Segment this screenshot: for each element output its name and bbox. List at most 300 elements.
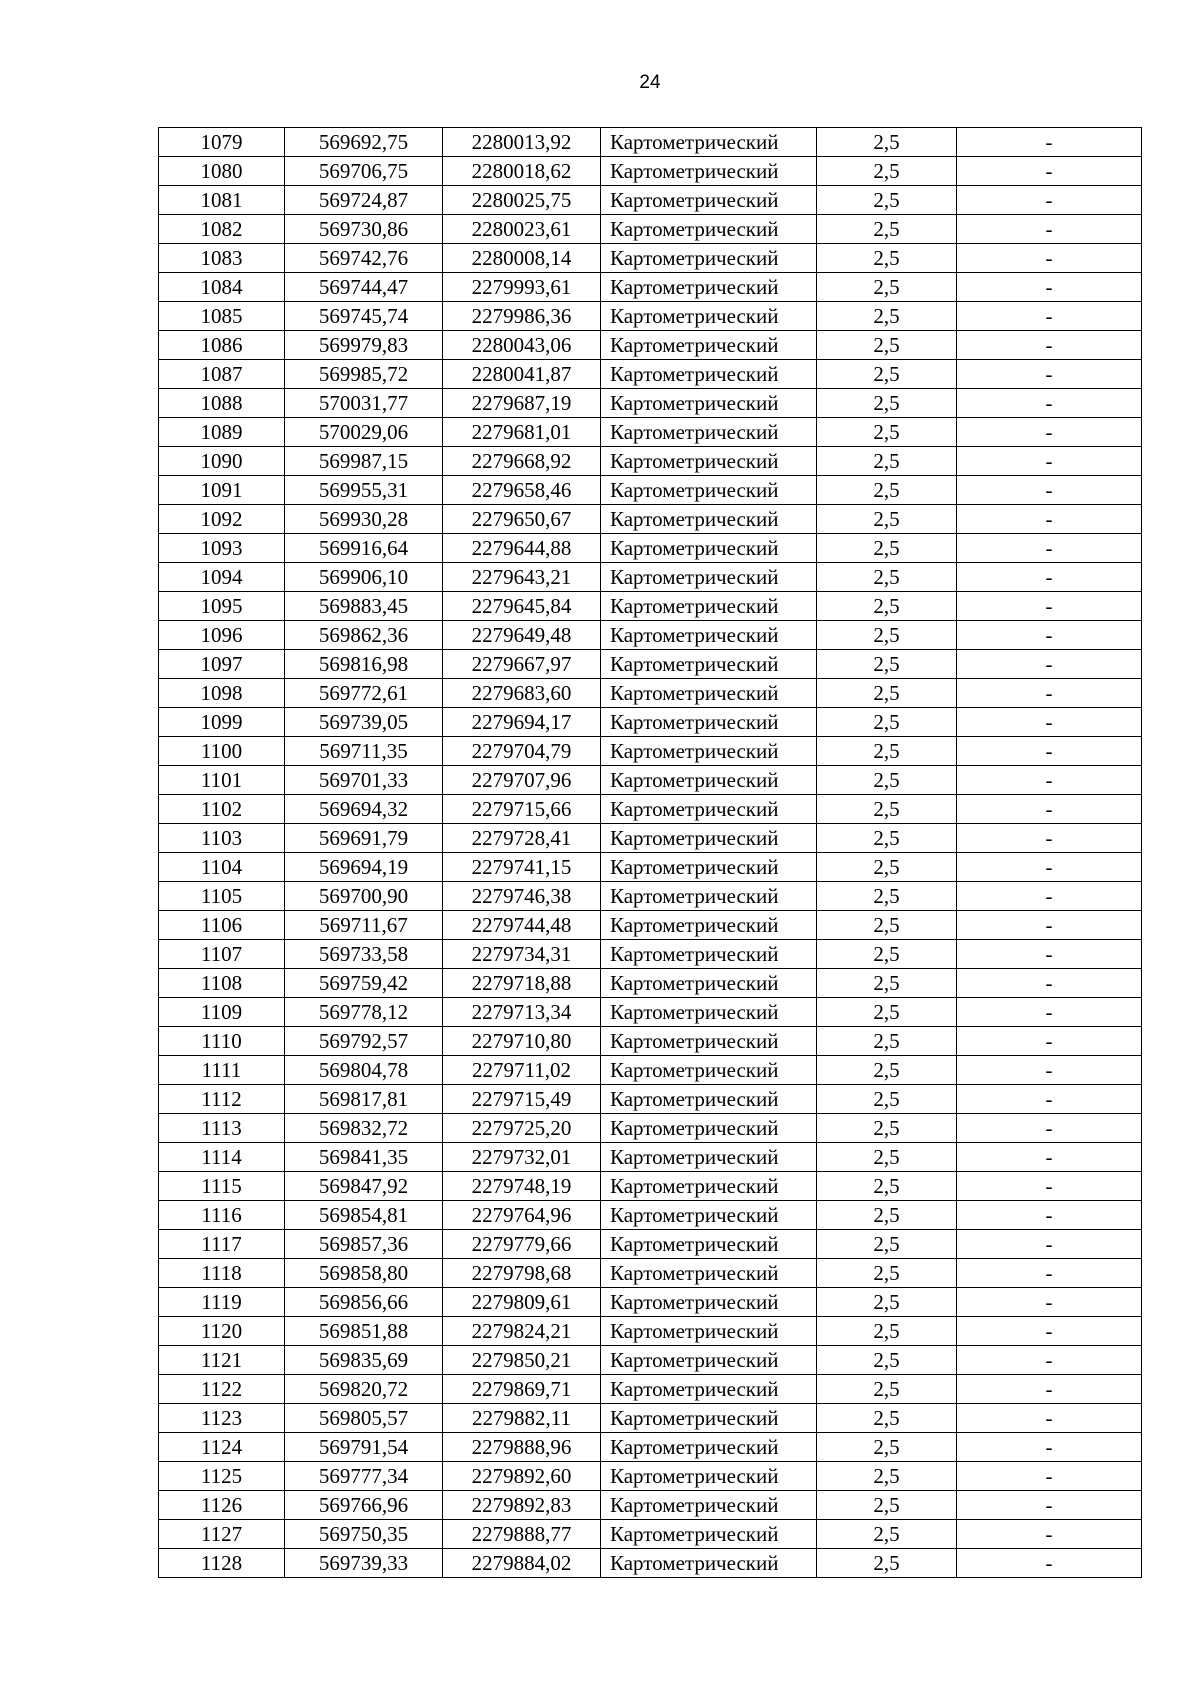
note-cell: - <box>957 737 1142 766</box>
point-number-cell: 1091 <box>159 476 285 505</box>
x-coordinate-cell: 569778,12 <box>285 998 443 1027</box>
method-cell: Картометрический <box>601 998 817 1027</box>
accuracy-cell: 2,5 <box>817 563 957 592</box>
point-number-cell: 1103 <box>159 824 285 853</box>
x-coordinate-cell: 569766,96 <box>285 1491 443 1520</box>
method-cell: Картометрический <box>601 389 817 418</box>
note-cell: - <box>957 621 1142 650</box>
y-coordinate-cell: 2280023,61 <box>443 215 601 244</box>
table-row <box>159 1520 1142 1549</box>
table-row <box>159 1317 1142 1346</box>
table-row <box>159 244 1142 273</box>
x-coordinate-cell: 569706,75 <box>285 157 443 186</box>
note-cell: - <box>957 998 1142 1027</box>
y-coordinate-cell: 2279644,88 <box>443 534 601 563</box>
note-cell: - <box>957 157 1142 186</box>
note-cell: - <box>957 360 1142 389</box>
method-cell: Картометрический <box>601 882 817 911</box>
note-cell: - <box>957 563 1142 592</box>
table-row <box>159 1549 1142 1578</box>
method-cell: Картометрический <box>601 824 817 853</box>
point-number-cell: 1093 <box>159 534 285 563</box>
x-coordinate-cell: 569858,80 <box>285 1259 443 1288</box>
x-coordinate-cell: 569742,76 <box>285 244 443 273</box>
x-coordinate-cell: 569835,69 <box>285 1346 443 1375</box>
y-coordinate-cell: 2279668,92 <box>443 447 601 476</box>
x-coordinate-cell: 570031,77 <box>285 389 443 418</box>
point-number-cell: 1080 <box>159 157 285 186</box>
table-row <box>159 940 1142 969</box>
accuracy-cell: 2,5 <box>817 389 957 418</box>
accuracy-cell: 2,5 <box>817 331 957 360</box>
method-cell: Картометрический <box>601 1201 817 1230</box>
note-cell: - <box>957 1056 1142 1085</box>
method-cell: Картометрический <box>601 1491 817 1520</box>
x-coordinate-cell: 569701,33 <box>285 766 443 795</box>
y-coordinate-cell: 2279649,48 <box>443 621 601 650</box>
note-cell: - <box>957 1230 1142 1259</box>
method-cell: Картометрический <box>601 766 817 795</box>
method-cell: Картометрический <box>601 1230 817 1259</box>
method-cell: Картометрический <box>601 215 817 244</box>
method-cell: Картометрический <box>601 708 817 737</box>
method-cell: Картометрический <box>601 592 817 621</box>
method-cell: Картометрический <box>601 563 817 592</box>
method-cell: Картометрический <box>601 853 817 882</box>
accuracy-cell: 2,5 <box>817 1433 957 1462</box>
accuracy-cell: 2,5 <box>817 1143 957 1172</box>
point-number-cell: 1102 <box>159 795 285 824</box>
x-coordinate-cell: 569857,36 <box>285 1230 443 1259</box>
accuracy-cell: 2,5 <box>817 244 957 273</box>
table-row <box>159 186 1142 215</box>
y-coordinate-cell: 2280041,87 <box>443 360 601 389</box>
note-cell: - <box>957 592 1142 621</box>
point-number-cell: 1089 <box>159 418 285 447</box>
x-coordinate-cell: 569739,33 <box>285 1549 443 1578</box>
x-coordinate-cell: 569777,34 <box>285 1462 443 1491</box>
point-number-cell: 1125 <box>159 1462 285 1491</box>
table-row <box>159 853 1142 882</box>
x-coordinate-cell: 569955,31 <box>285 476 443 505</box>
point-number-cell: 1079 <box>159 128 285 157</box>
method-cell: Картометрический <box>601 969 817 998</box>
point-number-cell: 1097 <box>159 650 285 679</box>
method-cell: Картометрический <box>601 244 817 273</box>
accuracy-cell: 2,5 <box>817 592 957 621</box>
point-number-cell: 1118 <box>159 1259 285 1288</box>
accuracy-cell: 2,5 <box>817 1085 957 1114</box>
x-coordinate-cell: 569883,45 <box>285 592 443 621</box>
x-coordinate-cell: 569730,86 <box>285 215 443 244</box>
x-coordinate-cell: 569691,79 <box>285 824 443 853</box>
point-number-cell: 1085 <box>159 302 285 331</box>
x-coordinate-cell: 569700,90 <box>285 882 443 911</box>
accuracy-cell: 2,5 <box>817 679 957 708</box>
accuracy-cell: 2,5 <box>817 1549 957 1578</box>
x-coordinate-cell: 569694,32 <box>285 795 443 824</box>
accuracy-cell: 2,5 <box>817 1346 957 1375</box>
table-row <box>159 824 1142 853</box>
x-coordinate-cell: 569792,57 <box>285 1027 443 1056</box>
method-cell: Картометрический <box>601 1346 817 1375</box>
x-coordinate-cell: 569739,05 <box>285 708 443 737</box>
method-cell: Картометрический <box>601 331 817 360</box>
method-cell: Картометрический <box>601 679 817 708</box>
accuracy-cell: 2,5 <box>817 476 957 505</box>
y-coordinate-cell: 2279888,77 <box>443 1520 601 1549</box>
method-cell: Картометрический <box>601 1375 817 1404</box>
y-coordinate-cell: 2280025,75 <box>443 186 601 215</box>
x-coordinate-cell: 569733,58 <box>285 940 443 969</box>
accuracy-cell: 2,5 <box>817 766 957 795</box>
method-cell: Картометрический <box>601 1085 817 1114</box>
note-cell: - <box>957 1027 1142 1056</box>
table-row <box>159 708 1142 737</box>
point-number-cell: 1105 <box>159 882 285 911</box>
coordinates-table <box>158 127 1142 1578</box>
table-row <box>159 1143 1142 1172</box>
table-row <box>159 737 1142 766</box>
accuracy-cell: 2,5 <box>817 882 957 911</box>
x-coordinate-cell: 569979,83 <box>285 331 443 360</box>
accuracy-cell: 2,5 <box>817 186 957 215</box>
table-row <box>159 1027 1142 1056</box>
x-coordinate-cell: 569694,19 <box>285 853 443 882</box>
note-cell: - <box>957 824 1142 853</box>
point-number-cell: 1109 <box>159 998 285 1027</box>
y-coordinate-cell: 2279715,49 <box>443 1085 601 1114</box>
x-coordinate-cell: 569724,87 <box>285 186 443 215</box>
accuracy-cell: 2,5 <box>817 447 957 476</box>
method-cell: Картометрический <box>601 157 817 186</box>
accuracy-cell: 2,5 <box>817 1114 957 1143</box>
accuracy-cell: 2,5 <box>817 302 957 331</box>
table-row <box>159 418 1142 447</box>
x-coordinate-cell: 569862,36 <box>285 621 443 650</box>
y-coordinate-cell: 2280008,14 <box>443 244 601 273</box>
y-coordinate-cell: 2279850,21 <box>443 1346 601 1375</box>
x-coordinate-cell: 569759,42 <box>285 969 443 998</box>
accuracy-cell: 2,5 <box>817 1404 957 1433</box>
point-number-cell: 1124 <box>159 1433 285 1462</box>
note-cell: - <box>957 679 1142 708</box>
x-coordinate-cell: 569987,15 <box>285 447 443 476</box>
point-number-cell: 1081 <box>159 186 285 215</box>
x-coordinate-cell: 569744,47 <box>285 273 443 302</box>
method-cell: Картометрический <box>601 1520 817 1549</box>
note-cell: - <box>957 940 1142 969</box>
point-number-cell: 1087 <box>159 360 285 389</box>
y-coordinate-cell: 2279993,61 <box>443 273 601 302</box>
note-cell: - <box>957 650 1142 679</box>
accuracy-cell: 2,5 <box>817 418 957 447</box>
note-cell: - <box>957 418 1142 447</box>
coordinates-table-body <box>159 128 1142 1578</box>
method-cell: Картометрический <box>601 534 817 563</box>
point-number-cell: 1098 <box>159 679 285 708</box>
method-cell: Картометрический <box>601 128 817 157</box>
note-cell: - <box>957 708 1142 737</box>
x-coordinate-cell: 569711,67 <box>285 911 443 940</box>
note-cell: - <box>957 128 1142 157</box>
accuracy-cell: 2,5 <box>817 1201 957 1230</box>
note-cell: - <box>957 215 1142 244</box>
accuracy-cell: 2,5 <box>817 215 957 244</box>
y-coordinate-cell: 2279986,36 <box>443 302 601 331</box>
y-coordinate-cell: 2279667,97 <box>443 650 601 679</box>
point-number-cell: 1099 <box>159 708 285 737</box>
point-number-cell: 1101 <box>159 766 285 795</box>
table-row <box>159 1346 1142 1375</box>
method-cell: Картометрический <box>601 1143 817 1172</box>
note-cell: - <box>957 476 1142 505</box>
note-cell: - <box>957 1433 1142 1462</box>
note-cell: - <box>957 795 1142 824</box>
note-cell: - <box>957 1549 1142 1578</box>
accuracy-cell: 2,5 <box>817 360 957 389</box>
method-cell: Картометрический <box>601 418 817 447</box>
y-coordinate-cell: 2279725,20 <box>443 1114 601 1143</box>
point-number-cell: 1123 <box>159 1404 285 1433</box>
accuracy-cell: 2,5 <box>817 505 957 534</box>
table-row <box>159 1172 1142 1201</box>
accuracy-cell: 2,5 <box>817 911 957 940</box>
table-row <box>159 476 1142 505</box>
note-cell: - <box>957 1143 1142 1172</box>
point-number-cell: 1113 <box>159 1114 285 1143</box>
y-coordinate-cell: 2279715,66 <box>443 795 601 824</box>
note-cell: - <box>957 1375 1142 1404</box>
note-cell: - <box>957 1462 1142 1491</box>
method-cell: Картометрический <box>601 1259 817 1288</box>
method-cell: Картометрический <box>601 911 817 940</box>
accuracy-cell: 2,5 <box>817 1259 957 1288</box>
accuracy-cell: 2,5 <box>817 940 957 969</box>
method-cell: Картометрический <box>601 1317 817 1346</box>
accuracy-cell: 2,5 <box>817 1027 957 1056</box>
table-row <box>159 621 1142 650</box>
point-number-cell: 1083 <box>159 244 285 273</box>
x-coordinate-cell: 569711,35 <box>285 737 443 766</box>
accuracy-cell: 2,5 <box>817 824 957 853</box>
table-row <box>159 331 1142 360</box>
point-number-cell: 1119 <box>159 1288 285 1317</box>
note-cell: - <box>957 969 1142 998</box>
point-number-cell: 1100 <box>159 737 285 766</box>
table-row <box>159 1056 1142 1085</box>
x-coordinate-cell: 569985,72 <box>285 360 443 389</box>
note-cell: - <box>957 1491 1142 1520</box>
y-coordinate-cell: 2280018,62 <box>443 157 601 186</box>
table-row <box>159 1491 1142 1520</box>
table-row <box>159 998 1142 1027</box>
accuracy-cell: 2,5 <box>817 1462 957 1491</box>
y-coordinate-cell: 2279748,19 <box>443 1172 601 1201</box>
x-coordinate-cell: 569930,28 <box>285 505 443 534</box>
y-coordinate-cell: 2279718,88 <box>443 969 601 998</box>
note-cell: - <box>957 505 1142 534</box>
method-cell: Картометрический <box>601 1404 817 1433</box>
table-row <box>159 795 1142 824</box>
x-coordinate-cell: 570029,06 <box>285 418 443 447</box>
x-coordinate-cell: 569817,81 <box>285 1085 443 1114</box>
table-row <box>159 592 1142 621</box>
table-row <box>159 563 1142 592</box>
table-row <box>159 1404 1142 1433</box>
y-coordinate-cell: 2279824,21 <box>443 1317 601 1346</box>
method-cell: Картометрический <box>601 505 817 534</box>
note-cell: - <box>957 244 1142 273</box>
accuracy-cell: 2,5 <box>817 1317 957 1346</box>
y-coordinate-cell: 2279707,96 <box>443 766 601 795</box>
accuracy-cell: 2,5 <box>817 1288 957 1317</box>
point-number-cell: 1114 <box>159 1143 285 1172</box>
accuracy-cell: 2,5 <box>817 708 957 737</box>
note-cell: - <box>957 331 1142 360</box>
y-coordinate-cell: 2279892,83 <box>443 1491 601 1520</box>
y-coordinate-cell: 2279704,79 <box>443 737 601 766</box>
note-cell: - <box>957 1259 1142 1288</box>
table-row <box>159 911 1142 940</box>
point-number-cell: 1112 <box>159 1085 285 1114</box>
accuracy-cell: 2,5 <box>817 157 957 186</box>
table-row <box>159 1375 1142 1404</box>
accuracy-cell: 2,5 <box>817 737 957 766</box>
x-coordinate-cell: 569832,72 <box>285 1114 443 1143</box>
point-number-cell: 1108 <box>159 969 285 998</box>
x-coordinate-cell: 569805,57 <box>285 1404 443 1433</box>
note-cell: - <box>957 1085 1142 1114</box>
y-coordinate-cell: 2279888,96 <box>443 1433 601 1462</box>
point-number-cell: 1096 <box>159 621 285 650</box>
y-coordinate-cell: 2279809,61 <box>443 1288 601 1317</box>
x-coordinate-cell: 569816,98 <box>285 650 443 679</box>
table-row <box>159 157 1142 186</box>
point-number-cell: 1095 <box>159 592 285 621</box>
method-cell: Картометрический <box>601 186 817 215</box>
y-coordinate-cell: 2279734,31 <box>443 940 601 969</box>
table-row <box>159 360 1142 389</box>
point-number-cell: 1120 <box>159 1317 285 1346</box>
method-cell: Картометрический <box>601 650 817 679</box>
accuracy-cell: 2,5 <box>817 969 957 998</box>
point-number-cell: 1092 <box>159 505 285 534</box>
table-row <box>159 969 1142 998</box>
y-coordinate-cell: 2279683,60 <box>443 679 601 708</box>
point-number-cell: 1127 <box>159 1520 285 1549</box>
method-cell: Картометрический <box>601 1433 817 1462</box>
note-cell: - <box>957 389 1142 418</box>
accuracy-cell: 2,5 <box>817 1056 957 1085</box>
x-coordinate-cell: 569750,35 <box>285 1520 443 1549</box>
note-cell: - <box>957 1172 1142 1201</box>
method-cell: Картометрический <box>601 795 817 824</box>
x-coordinate-cell: 569841,35 <box>285 1143 443 1172</box>
accuracy-cell: 2,5 <box>817 998 957 1027</box>
y-coordinate-cell: 2279681,01 <box>443 418 601 447</box>
x-coordinate-cell: 569772,61 <box>285 679 443 708</box>
table-row <box>159 302 1142 331</box>
y-coordinate-cell: 2279884,02 <box>443 1549 601 1578</box>
point-number-cell: 1115 <box>159 1172 285 1201</box>
accuracy-cell: 2,5 <box>817 128 957 157</box>
table-row <box>159 1288 1142 1317</box>
x-coordinate-cell: 569856,66 <box>285 1288 443 1317</box>
table-row <box>159 1114 1142 1143</box>
y-coordinate-cell: 2279744,48 <box>443 911 601 940</box>
note-cell: - <box>957 534 1142 563</box>
y-coordinate-cell: 2279710,80 <box>443 1027 601 1056</box>
x-coordinate-cell: 569854,81 <box>285 1201 443 1230</box>
method-cell: Картометрический <box>601 1549 817 1578</box>
method-cell: Картометрический <box>601 621 817 650</box>
accuracy-cell: 2,5 <box>817 795 957 824</box>
table-row <box>159 1433 1142 1462</box>
accuracy-cell: 2,5 <box>817 621 957 650</box>
method-cell: Картометрический <box>601 1027 817 1056</box>
accuracy-cell: 2,5 <box>817 1491 957 1520</box>
y-coordinate-cell: 2279694,17 <box>443 708 601 737</box>
point-number-cell: 1116 <box>159 1201 285 1230</box>
note-cell: - <box>957 853 1142 882</box>
method-cell: Картометрический <box>601 1172 817 1201</box>
accuracy-cell: 2,5 <box>817 650 957 679</box>
note-cell: - <box>957 273 1142 302</box>
y-coordinate-cell: 2279728,41 <box>443 824 601 853</box>
point-number-cell: 1090 <box>159 447 285 476</box>
y-coordinate-cell: 2279882,11 <box>443 1404 601 1433</box>
note-cell: - <box>957 1317 1142 1346</box>
x-coordinate-cell: 569916,64 <box>285 534 443 563</box>
table-row <box>159 1085 1142 1114</box>
point-number-cell: 1122 <box>159 1375 285 1404</box>
note-cell: - <box>957 911 1142 940</box>
table-row <box>159 447 1142 476</box>
method-cell: Картометрический <box>601 273 817 302</box>
y-coordinate-cell: 2280013,92 <box>443 128 601 157</box>
y-coordinate-cell: 2280043,06 <box>443 331 601 360</box>
y-coordinate-cell: 2279869,71 <box>443 1375 601 1404</box>
table-row <box>159 1462 1142 1491</box>
y-coordinate-cell: 2279746,38 <box>443 882 601 911</box>
y-coordinate-cell: 2279779,66 <box>443 1230 601 1259</box>
point-number-cell: 1117 <box>159 1230 285 1259</box>
table-row <box>159 1230 1142 1259</box>
table-row <box>159 273 1142 302</box>
note-cell: - <box>957 766 1142 795</box>
x-coordinate-cell: 569851,88 <box>285 1317 443 1346</box>
x-coordinate-cell: 569906,10 <box>285 563 443 592</box>
y-coordinate-cell: 2279764,96 <box>443 1201 601 1230</box>
note-cell: - <box>957 1520 1142 1549</box>
method-cell: Картометрический <box>601 360 817 389</box>
method-cell: Картометрический <box>601 1056 817 1085</box>
y-coordinate-cell: 2279892,60 <box>443 1462 601 1491</box>
note-cell: - <box>957 1114 1142 1143</box>
table-row <box>159 389 1142 418</box>
table-row <box>159 766 1142 795</box>
method-cell: Картометрический <box>601 447 817 476</box>
page-number: 24 <box>639 72 661 93</box>
x-coordinate-cell: 569791,54 <box>285 1433 443 1462</box>
method-cell: Картометрический <box>601 476 817 505</box>
y-coordinate-cell: 2279732,01 <box>443 1143 601 1172</box>
point-number-cell: 1121 <box>159 1346 285 1375</box>
y-coordinate-cell: 2279645,84 <box>443 592 601 621</box>
x-coordinate-cell: 569804,78 <box>285 1056 443 1085</box>
method-cell: Картометрический <box>601 302 817 331</box>
